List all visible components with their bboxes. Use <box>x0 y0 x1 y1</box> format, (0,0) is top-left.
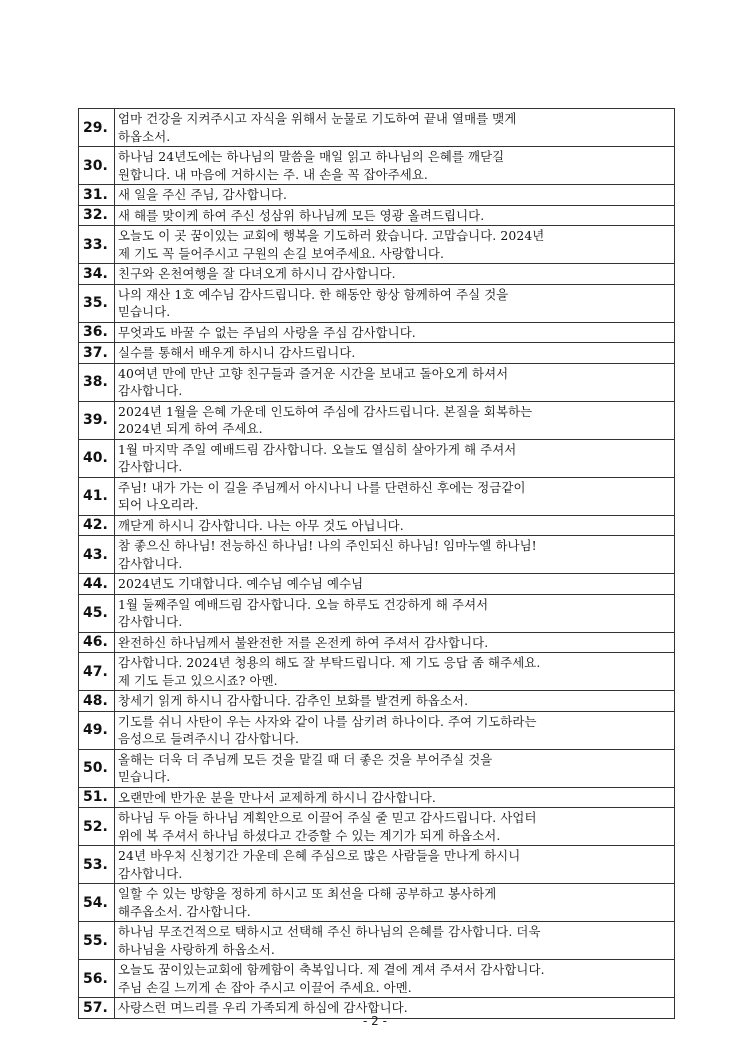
entry-text: 24년 바우처 신청기간 가운데 은혜 주심으로 많은 사람들을 만나게 하시니 감사합니다. <box>118 848 521 881</box>
entry-text: 새 일을 주신 주님, 감사합니다. <box>118 187 288 202</box>
entry-number: 46. <box>79 632 115 653</box>
prayer-row <box>79 846 675 884</box>
entry-cell <box>115 185 675 206</box>
entry-cell <box>115 322 675 343</box>
entry-number: 48. <box>79 691 115 712</box>
entry-text: 하나님 두 아들 하나님 계획안으로 이끌어 주실 줄 믿고 감사드립니다. 사업터 위에 복 주셔서 하나님 하셨다고 간증할 수 있는 계기가 되게 하옵소서. <box>118 810 537 843</box>
entry-number: 50. <box>79 749 115 787</box>
entry-number: 37. <box>79 343 115 364</box>
entry-text: 하나님 24년도에는 하나님의 말씀을 매일 읽고 하나님의 은혜를 깨닫길 원합니다. 내 마음에 거하시는 주. 내 손을 꼭 잡아주세요. <box>118 149 505 182</box>
entry-number: 57. <box>79 998 115 1019</box>
entry-number: 29. <box>79 109 115 147</box>
entry-text: 엄마 건강을 지켜주시고 자식을 위해서 눈물로 기도하여 끝내 열매를 맺게 하옵소서. <box>118 111 517 144</box>
prayer-row <box>79 363 675 401</box>
entry-number: 34. <box>79 264 115 285</box>
prayer-row <box>79 574 675 595</box>
entry-text: 깨닫게 하시니 감사합니다. 나는 아무 것도 아닙니다. <box>118 517 404 533</box>
entry-cell <box>115 343 675 364</box>
entry-number: 52. <box>79 808 115 846</box>
prayer-row <box>79 884 675 922</box>
entry-number: 36. <box>79 322 115 343</box>
entry-cell <box>115 536 675 574</box>
entry-number: 41. <box>79 477 115 515</box>
entry-number: 38. <box>79 363 115 401</box>
entry-cell <box>115 808 675 846</box>
prayer-row <box>79 264 675 285</box>
entry-cell <box>115 574 675 595</box>
entry-cell <box>115 205 675 226</box>
entry-text: 일할 수 있는 방향을 정하게 하시고 또 최선을 다해 공부하고 봉사하게 해주옵소서. 감사합니다. <box>118 886 497 919</box>
entry-cell <box>115 284 675 322</box>
entry-text: 새 해를 맞이케 하여 주신 성삼위 하나님께 모든 영광 올려드립니다. <box>118 207 485 223</box>
entry-text: 기도를 쉬니 사탄이 우는 사자와 같이 나를 삼키려 하나이다. 주여 기도하라는 음성으로 들려주시니 감사합니다. <box>118 713 537 746</box>
entry-text: 완전하신 하나님께서 불완전한 저를 온전케 하여 주셔서 감사합니다. <box>118 634 489 650</box>
prayer-row <box>79 109 675 147</box>
prayer-row <box>79 185 675 206</box>
prayer-row <box>79 594 675 632</box>
entry-cell <box>115 922 675 960</box>
entry-text: 나의 재산 1호 예수님 감사드립니다. 한 해동안 항상 함께하여 주실 것을 믿습니다. <box>118 286 509 319</box>
prayer-row <box>79 536 675 574</box>
prayer-row <box>79 147 675 185</box>
entry-text: 1월 둘째주일 예배드림 감사합니다. 오늘 하루도 건강하게 해 주셔서 감사합니다. <box>118 596 489 629</box>
entry-cell <box>115 363 675 401</box>
entry-number: 55. <box>79 922 115 960</box>
entry-cell <box>115 653 675 691</box>
entry-number: 30. <box>79 147 115 185</box>
prayer-row <box>79 711 675 749</box>
entry-text: 오늘도 꿈이있는교회에 함께함이 축복입니다. 제 곁에 계셔 주셔서 감사합니다. 주님 손길 느끼게 손 잡아 주시고 이끌어 주세요. 아멘. <box>118 962 545 995</box>
entry-text: 40여년 만에 만난 고향 친구들과 즐거운 시간을 보내고 돌아오게 하셔서 감사합니다. <box>118 365 509 398</box>
prayer-row <box>79 515 675 536</box>
entry-cell <box>115 439 675 477</box>
entry-number: 54. <box>79 884 115 922</box>
prayer-row <box>79 653 675 691</box>
entry-number: 53. <box>79 846 115 884</box>
entry-cell <box>115 884 675 922</box>
entry-cell <box>115 787 675 808</box>
entry-cell <box>115 515 675 536</box>
prayer-row <box>79 401 675 439</box>
entry-number: 31. <box>79 185 115 206</box>
prayer-row <box>79 226 675 264</box>
entry-number: 56. <box>79 960 115 998</box>
entry-cell <box>115 477 675 515</box>
entry-cell <box>115 711 675 749</box>
entry-text: 1월 마지막 주일 예배드림 감사합니다. 오늘도 열심히 살아가게 해 주셔서 감사합니다. <box>118 441 517 474</box>
prayer-table <box>78 108 675 1019</box>
prayer-row <box>79 322 675 343</box>
prayer-row <box>79 284 675 322</box>
entry-text: 실수를 통해서 배우게 하시니 감사드립니다. <box>118 345 356 360</box>
prayer-row <box>79 960 675 998</box>
entry-text: 주님! 내가 가는 이 길을 주님께서 아시나니 나를 단련하신 후에는 정금같이 되어 나오리라. <box>118 479 526 512</box>
entry-cell <box>115 147 675 185</box>
entry-number: 33. <box>79 226 115 264</box>
entry-cell <box>115 401 675 439</box>
entry-number: 32. <box>79 205 115 226</box>
entry-cell <box>115 846 675 884</box>
prayer-row <box>79 922 675 960</box>
entry-text: 2024년도 기대합니다. 예수님 예수님 예수님 <box>118 576 364 591</box>
entry-cell <box>115 691 675 712</box>
entry-text: 창세기 읽게 하시니 감사합니다. 감추인 보화를 발견케 하옵소서. <box>118 693 469 708</box>
entry-number: 39. <box>79 401 115 439</box>
entry-text: 오랜만에 반가운 분을 만나서 교제하게 하시니 감사합니다. <box>118 789 436 805</box>
entry-text: 오늘도 이 곳 꿈이있는 교회에 행복을 기도하러 왔습니다. 고맙습니다. 2024년 제 기도 꼭 들어주시고 구원의 손길 보여주세요. 사랑합니다. <box>118 228 545 261</box>
entry-text: 하나님 무조건적으로 택하시고 선택해 주신 하나님의 은혜를 감사합니다. 더욱 하나님을 사랑하게 하옵소서. <box>118 924 541 957</box>
entry-number: 44. <box>79 574 115 595</box>
prayer-row <box>79 477 675 515</box>
prayer-row <box>79 205 675 226</box>
entry-cell <box>115 960 675 998</box>
entry-number: 49. <box>79 711 115 749</box>
entry-cell <box>115 264 675 285</box>
entry-number: 43. <box>79 536 115 574</box>
entry-number: 51. <box>79 787 115 808</box>
entry-cell <box>115 109 675 147</box>
entry-text: 참 좋으신 하나님! 전능하신 하나님! 나의 주인되신 하나님! 임마누엘 하나님! 감사합니다. <box>118 538 537 571</box>
entry-cell <box>115 594 675 632</box>
entry-cell <box>115 632 675 653</box>
entry-number: 35. <box>79 284 115 322</box>
entry-text: 무엇과도 바꿀 수 없는 주님의 사랑을 주심 감사합니다. <box>118 324 416 340</box>
entry-cell <box>115 226 675 264</box>
entry-text: 2024년 1월을 은혜 가운데 인도하여 주심에 감사드립니다. 본질을 회복하는 2024년 되게 하여 주세요. <box>118 403 533 436</box>
prayer-row <box>79 808 675 846</box>
entry-text: 사랑스런 며느리를 우리 가족되게 하심에 감사합니다. <box>118 1000 408 1015</box>
prayer-row <box>79 691 675 712</box>
entry-cell <box>115 749 675 787</box>
entry-text: 올해는 더욱 더 주님께 모든 것을 맡길 때 더 좋은 것을 부어주실 것을 믿습니다. <box>118 751 493 784</box>
entry-text: 감사합니다. 2024년 청용의 해도 잘 부탁드립니다. 제 기도 응답 좀 해주세요. 제 기도 듣고 있으시죠? 아멘. <box>118 655 541 688</box>
page-number: - 2 - <box>363 1014 387 1028</box>
entry-number: 47. <box>79 653 115 691</box>
entry-number: 40. <box>79 439 115 477</box>
entry-number: 45. <box>79 594 115 632</box>
entry-number: 42. <box>79 515 115 536</box>
prayer-row <box>79 749 675 787</box>
entry-text: 친구와 온천여행을 잘 다녀오게 하시니 감사합니다. <box>118 266 396 281</box>
prayer-row <box>79 632 675 653</box>
prayer-row <box>79 439 675 477</box>
prayer-row <box>79 787 675 808</box>
prayer-row <box>79 343 675 364</box>
prayer-rows <box>79 109 675 1019</box>
